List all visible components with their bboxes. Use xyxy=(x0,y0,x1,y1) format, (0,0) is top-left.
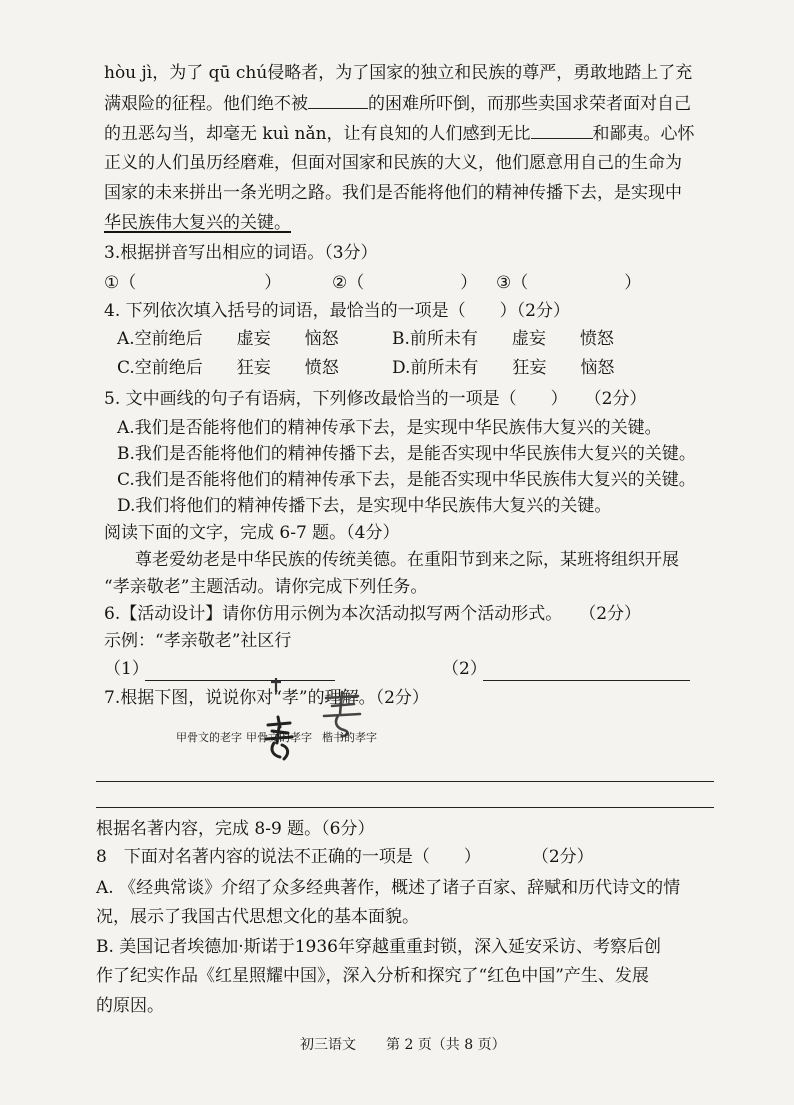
passage-line-4: 正义的人们虽历经磨难，但面对国家和民族的大义，他们愿意用自己的生命为 xyxy=(104,153,682,173)
q7-title: 7.根据下图，说说你对“孝”的理解。（2分） xyxy=(104,688,429,708)
passage-line-6 xyxy=(104,211,734,235)
q5-title: 5. 文中画线的句子有语病，下列修改最恰当的一项是（ ） （2分） xyxy=(104,389,647,409)
reading-intro: 阅读下面的文字，完成 6-7 题。（4分） xyxy=(104,523,400,543)
passage-line-1: hòu jì，为了 qū chú侵略者，为了国家的独立和民族的尊严，勇敢地踏上了充 xyxy=(104,63,693,83)
q8-option-a-line-1[interactable]: A. 《经典常谈》介绍了众多经典著作，概述了诸子百家、辞赋和历代诗文的情 xyxy=(96,878,681,898)
q6-answer-line-1[interactable] xyxy=(145,680,335,681)
caption-oracle-lao: 甲骨文的老字 xyxy=(176,731,242,744)
q8-option-b-line-1[interactable]: B. 美国记者埃德加·斯诺于1936年穿越重重封锁，深入延安采访、考察后创 xyxy=(96,937,661,957)
q4-option-b[interactable]: B.前所未有 虚妄 愤怒 xyxy=(392,329,614,349)
q3-answer-3[interactable] xyxy=(496,271,641,295)
q4-option-c[interactable]: C.空前绝后 狂妄 愤怒 xyxy=(117,358,339,378)
reading-paragraph-1: 尊老爱幼老是中华民族的传统美德。在重阳节到来之际，某班将组织开展 xyxy=(135,550,679,570)
q6-title: 6.【活动设计】请你仿用示例为本次活动拟写两个活动形式。 （2分） xyxy=(104,604,642,624)
oracle-lao-top xyxy=(268,676,284,694)
q3-label-3: ③（ xyxy=(496,273,529,293)
passage-line-2 xyxy=(104,91,734,116)
q6-answer-line-2[interactable] xyxy=(483,680,690,681)
reading-paragraph-2: “孝亲敬老”主题活动。请你完成下列任务。 xyxy=(104,577,428,597)
q7-answer-line-1[interactable] xyxy=(96,781,714,782)
q3-answer-2[interactable] xyxy=(332,271,477,295)
q6-label-2: （2） xyxy=(442,659,487,679)
underlined-sentence: 华民族伟大复兴的关键。 xyxy=(104,213,291,233)
passage-line-3 xyxy=(104,121,734,146)
passage-line-5: 国家的未来拼出一条光明之路。我们是否能将他们的精神传播下去，是实现中 xyxy=(104,183,682,203)
q3-title: 3.根据拼音写出相应的词语。（3分） xyxy=(104,243,378,263)
q8-title: 8 下面对名著内容的说法不正确的一项是（ ） （2分） xyxy=(96,847,594,867)
q4-option-a[interactable]: A.空前绝后 虚妄 恼怒 xyxy=(117,329,339,349)
caption-oracle-xiao: 甲骨文的孝字 xyxy=(246,731,312,744)
q3-close-2: ） xyxy=(460,273,478,293)
q3-answer-1[interactable] xyxy=(104,271,281,295)
fill-blank[interactable] xyxy=(308,91,368,109)
q5-option-a[interactable]: A.我们是否能将他们的精神传承下去，是实现中华民族伟大复兴的关键。 xyxy=(117,418,662,438)
q3-close-3: ） xyxy=(624,273,642,293)
footer-page-number: 第 2 页（共 8 页） xyxy=(386,1037,506,1053)
kaishu-xiao-glyph xyxy=(328,726,329,727)
q5-option-c[interactable]: C.我们是否能将他们的精神传承下去，是能否实现中华民族伟大复兴的关键。 xyxy=(117,470,696,490)
q4-option-d[interactable]: D.前所未有 狂妄 恼怒 xyxy=(392,358,615,378)
q5-option-d[interactable]: D.我们将他们的精神传播下去，是实现中华民族伟大复兴的关键。 xyxy=(117,496,612,516)
q3-close-1: ） xyxy=(264,273,282,293)
caption-kaishu-xiao: 楷书的孝字 xyxy=(322,731,377,744)
q3-label-2: ②（ xyxy=(332,273,365,293)
q7-answer-line-2[interactable] xyxy=(96,807,714,808)
footer-subject: 初三语文 xyxy=(300,1037,356,1053)
q8-option-b-line-3: 的原因。 xyxy=(96,996,164,1016)
q5-option-b[interactable]: B.我们是否能将他们的精神传播下去，是能否实现中华民族伟大复兴的关键。 xyxy=(117,444,696,464)
q8-option-b-line-2: 作了纪实作品《红星照耀中国》，深入分析和探究了“红色中国”产生、发展 xyxy=(96,966,649,986)
passage-text: 的困难所吓倒，而那些卖国求荣者面对自己 xyxy=(368,94,691,114)
q3-label-1: ①（ xyxy=(104,273,137,293)
classics-intro: 根据名著内容，完成 8-9 题。（6分） xyxy=(96,819,375,839)
passage-text: 满艰险的征程。他们绝不被 xyxy=(104,94,308,114)
q6-label-1: （1） xyxy=(104,659,149,679)
q4-title: 4. 下列依次填入括号的词语，最恰当的一项是（ ）（2分） xyxy=(104,301,570,321)
q8-option-a-line-2: 况，展示了我国古代思想文化的基本面貌。 xyxy=(96,907,419,927)
passage-text: 和鄙夷。心怀 xyxy=(592,124,695,144)
passage-text: 的丑恶勾当，却毫无 kuì nǎn，让有良知的人们感到无比 xyxy=(104,124,531,144)
fill-blank[interactable] xyxy=(531,121,593,139)
q6-example: 示例：“孝亲敬老”社区行 xyxy=(104,631,292,651)
